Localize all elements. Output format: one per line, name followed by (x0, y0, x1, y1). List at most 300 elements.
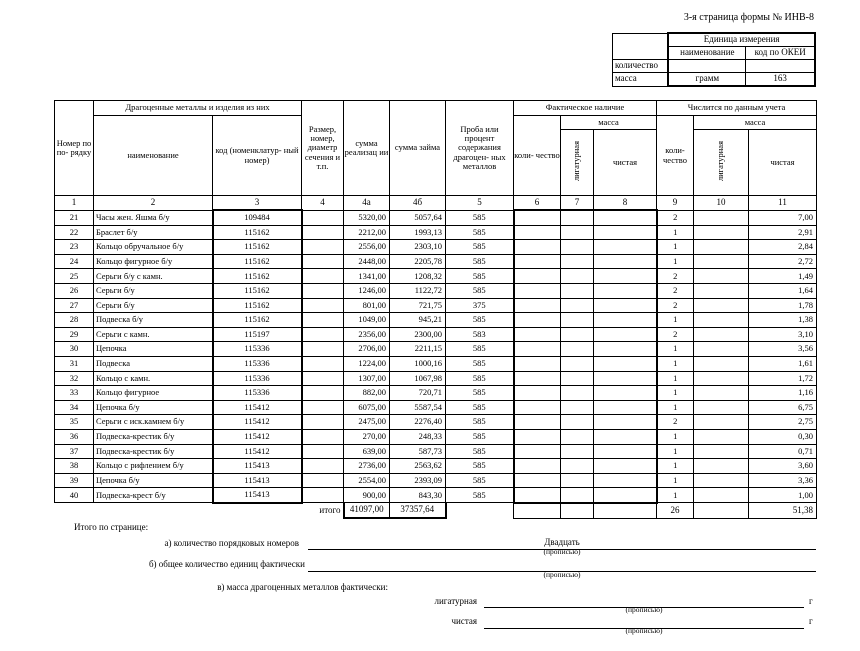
table-row (55, 240, 817, 255)
table-row (55, 298, 817, 313)
column-number: 4 (302, 196, 344, 211)
item-size (302, 386, 344, 401)
actual-ligature (561, 283, 594, 298)
sale-sum: 2356,00 (344, 327, 390, 342)
ligature (694, 225, 749, 240)
sale-sum: 1307,00 (344, 371, 390, 386)
item-size (302, 356, 344, 371)
actual-qty (514, 269, 561, 284)
loan-sum: 2300,00 (390, 327, 446, 342)
assay: 585 (446, 210, 514, 225)
assay: 585 (446, 459, 514, 474)
item-size (302, 283, 344, 298)
pure: 1,49 (749, 269, 817, 284)
actual-pure (594, 240, 657, 255)
item-code: 115162 (213, 254, 302, 269)
item-size (302, 210, 344, 225)
item-code: 115336 (213, 371, 302, 386)
item-name: Часы жен. Яшма б/у (94, 210, 213, 225)
pure-gram: г (809, 616, 813, 626)
item-name: Подвеска-крест б/у (94, 488, 213, 503)
row-number: 25 (55, 269, 94, 284)
item-size (302, 459, 344, 474)
ligature (694, 459, 749, 474)
ligature (694, 400, 749, 415)
table-row (55, 356, 817, 371)
table-row (55, 225, 817, 240)
actual-qty (514, 415, 561, 430)
actual-pure (594, 415, 657, 430)
units-row-qty-label: количество (613, 60, 669, 73)
item-code: 115197 (213, 327, 302, 342)
actual-ligature (561, 488, 594, 503)
totals-pure: 51,38 (749, 503, 817, 519)
column-number: 8 (594, 196, 657, 211)
actual-ligature (561, 313, 594, 328)
table-row (55, 444, 817, 459)
column-number: 4а (344, 196, 390, 211)
qty: 1 (657, 240, 694, 255)
actual-pure (594, 429, 657, 444)
item-code: 115162 (213, 283, 302, 298)
item-code: 115336 (213, 356, 302, 371)
assay: 585 (446, 415, 514, 430)
ligature (694, 327, 749, 342)
pure: 1,78 (749, 298, 817, 313)
row-number: 24 (55, 254, 94, 269)
table-row (55, 371, 817, 386)
header-size: Размер, номер, диаметр сечения и т.п. (302, 101, 344, 196)
row-number: 22 (55, 225, 94, 240)
units-header: Единица измерения (668, 33, 815, 47)
table-row (55, 327, 817, 342)
actual-qty (514, 254, 561, 269)
loan-sum: 721,75 (390, 298, 446, 313)
row-number: 37 (55, 444, 94, 459)
column-number: 2 (94, 196, 213, 211)
assay: 585 (446, 488, 514, 503)
actual-ligature (561, 429, 594, 444)
actual-ligature (561, 356, 594, 371)
sale-sum: 2475,00 (344, 415, 390, 430)
table-row (55, 429, 817, 444)
actual-pure (594, 444, 657, 459)
row-number: 35 (55, 415, 94, 430)
pure-in-words: (прописью) (625, 626, 663, 635)
loan-sum: 2393,09 (390, 473, 446, 488)
table-row (55, 342, 817, 357)
item-code: 115162 (213, 225, 302, 240)
qty: 2 (657, 283, 694, 298)
loan-sum: 945,21 (390, 313, 446, 328)
pure: 1,61 (749, 356, 817, 371)
actual-ligature (561, 269, 594, 284)
item-code: 115413 (213, 459, 302, 474)
column-number: 6 (514, 196, 561, 211)
item-name: Кольцо с камн. (94, 371, 213, 386)
loan-sum: 720,71 (390, 386, 446, 401)
header-qty-accounting: коли- чество (657, 116, 694, 196)
actual-qty (514, 327, 561, 342)
item-code: 115412 (213, 415, 302, 430)
actual-ligature (561, 342, 594, 357)
item-name: Кольцо фигурное б/у (94, 254, 213, 269)
table-row (55, 254, 817, 269)
pure: 3,56 (749, 342, 817, 357)
column-number: 5 (446, 196, 514, 211)
item-code: 115162 (213, 313, 302, 328)
assay: 585 (446, 444, 514, 459)
item-name: Кольцо обручальное б/у (94, 240, 213, 255)
item-code: 115336 (213, 386, 302, 401)
sale-sum: 2554,00 (344, 473, 390, 488)
actual-ligature (561, 415, 594, 430)
qty: 1 (657, 473, 694, 488)
loan-sum: 1122,72 (390, 283, 446, 298)
assay: 585 (446, 313, 514, 328)
sale-sum: 882,00 (344, 386, 390, 401)
column-number: 1 (55, 196, 94, 211)
item-size (302, 415, 344, 430)
qty: 2 (657, 327, 694, 342)
loan-sum: 2303,10 (390, 240, 446, 255)
item-name: Подвеска (94, 356, 213, 371)
actual-pure (594, 371, 657, 386)
assay: 583 (446, 327, 514, 342)
actual-qty (514, 386, 561, 401)
totals-actual-pure (594, 503, 657, 519)
item-size (302, 240, 344, 255)
a-in-words: (прописью) (543, 547, 581, 556)
ligature (694, 473, 749, 488)
item-size (302, 371, 344, 386)
header-sale-sum: сумма реализац ии (344, 101, 390, 196)
table-row (55, 400, 817, 415)
item-size (302, 254, 344, 269)
qty: 2 (657, 210, 694, 225)
ligature (694, 386, 749, 401)
item-name: Серьги с камн. (94, 327, 213, 342)
ligature (694, 283, 749, 298)
ligature (694, 313, 749, 328)
table-row (55, 210, 817, 225)
column-number: 10 (694, 196, 749, 211)
actual-qty (514, 473, 561, 488)
item-name: Браслет б/у (94, 225, 213, 240)
row-number: 29 (55, 327, 94, 342)
actual-qty (514, 342, 561, 357)
ligature (694, 210, 749, 225)
actual-pure (594, 356, 657, 371)
header-mass-accounting: масса (694, 116, 817, 130)
item-code: 115162 (213, 269, 302, 284)
sale-sum: 1246,00 (344, 283, 390, 298)
assay: 585 (446, 240, 514, 255)
item-size (302, 400, 344, 415)
item-name: Подвеска б/у (94, 313, 213, 328)
pure: 6,75 (749, 400, 817, 415)
sale-sum: 1341,00 (344, 269, 390, 284)
sale-sum: 1224,00 (344, 356, 390, 371)
totals-ligature (694, 503, 749, 519)
row-number: 30 (55, 342, 94, 357)
item-size (302, 298, 344, 313)
actual-qty (514, 429, 561, 444)
pure: 7,00 (749, 210, 817, 225)
column-number: 9 (657, 196, 694, 211)
actual-pure (594, 254, 657, 269)
loan-sum: 2563,62 (390, 459, 446, 474)
actual-qty (514, 298, 561, 313)
qty: 1 (657, 225, 694, 240)
actual-qty (514, 283, 561, 298)
header-row-no: Номер по по- рядку (55, 101, 94, 196)
actual-qty (514, 210, 561, 225)
units-table (612, 32, 816, 87)
actual-ligature (561, 386, 594, 401)
header-loan-sum: сумма займа (390, 101, 446, 196)
row-number: 38 (55, 459, 94, 474)
actual-pure (594, 386, 657, 401)
table-row (55, 313, 817, 328)
item-name: Цепочка б/у (94, 400, 213, 415)
loan-sum: 1208,32 (390, 269, 446, 284)
actual-ligature (561, 298, 594, 313)
column-number: 7 (561, 196, 594, 211)
item-name: Подвеска-крестик б/у (94, 444, 213, 459)
qty: 1 (657, 400, 694, 415)
row-number: 26 (55, 283, 94, 298)
table-row (55, 488, 817, 503)
actual-qty (514, 488, 561, 503)
assay: 585 (446, 400, 514, 415)
actual-ligature (561, 240, 594, 255)
pure: 1,16 (749, 386, 817, 401)
pure: 0,71 (749, 444, 817, 459)
ligature (694, 444, 749, 459)
sale-sum: 2212,00 (344, 225, 390, 240)
row-number: 39 (55, 473, 94, 488)
sale-sum: 1049,00 (344, 313, 390, 328)
actual-pure (594, 473, 657, 488)
ligature (694, 269, 749, 284)
actual-ligature (561, 225, 594, 240)
qty: 1 (657, 254, 694, 269)
item-name: Цепочка (94, 342, 213, 357)
totals-qty: 26 (657, 503, 694, 519)
table-row (55, 386, 817, 401)
actual-pure (594, 327, 657, 342)
units-mass-okei: 163 (746, 73, 815, 87)
qty: 1 (657, 342, 694, 357)
qty: 1 (657, 429, 694, 444)
assay: 585 (446, 371, 514, 386)
pure: 0,30 (749, 429, 817, 444)
totals-actual-ligature (561, 503, 594, 519)
loan-sum: 1993,13 (390, 225, 446, 240)
qty: 1 (657, 459, 694, 474)
item-name: Подвеска-крестик б/у (94, 429, 213, 444)
loan-sum: 2211,15 (390, 342, 446, 357)
pure-label: чистая (451, 616, 477, 626)
inventory-table (54, 100, 817, 519)
header-accounting-group: Числится по данным учета (657, 101, 817, 116)
ligature (694, 240, 749, 255)
loan-sum: 2205,78 (390, 254, 446, 269)
qty: 1 (657, 313, 694, 328)
actual-ligature (561, 473, 594, 488)
pure: 1,64 (749, 283, 817, 298)
item-name: Серьги б/у (94, 283, 213, 298)
assay: 585 (446, 254, 514, 269)
item-name: Серьги б/у (94, 298, 213, 313)
units-col-okei: код по ОКЕИ (746, 47, 815, 60)
units-qty-name (668, 60, 746, 73)
pure: 3,10 (749, 327, 817, 342)
loan-sum: 2276,40 (390, 415, 446, 430)
item-size (302, 488, 344, 503)
assay: 585 (446, 386, 514, 401)
loan-sum: 1000,16 (390, 356, 446, 371)
item-size (302, 327, 344, 342)
pure: 3,60 (749, 459, 817, 474)
actual-ligature (561, 254, 594, 269)
pure: 2,91 (749, 225, 817, 240)
header-ligature-actual: лигатурная (561, 130, 594, 196)
table-row (55, 459, 817, 474)
table-row (55, 473, 817, 488)
b-in-words: (прописью) (543, 570, 581, 579)
totals-row (55, 503, 817, 519)
loan-sum: 248,33 (390, 429, 446, 444)
actual-ligature (561, 400, 594, 415)
a-label: а) количество порядковых номеров (164, 538, 299, 548)
actual-pure (594, 283, 657, 298)
pure: 1,72 (749, 371, 817, 386)
item-size (302, 269, 344, 284)
actual-qty (514, 225, 561, 240)
assay: 585 (446, 429, 514, 444)
units-row-mass-label: масса (613, 73, 669, 87)
sale-sum: 639,00 (344, 444, 390, 459)
actual-qty (514, 240, 561, 255)
row-number: 36 (55, 429, 94, 444)
ligature (694, 488, 749, 503)
ligature (694, 298, 749, 313)
header-code: код (номенклатур- ный номер) (213, 116, 302, 196)
loan-sum: 587,73 (390, 444, 446, 459)
pure: 2,75 (749, 415, 817, 430)
ligature-label: лигатурная (434, 596, 477, 606)
units-qty-okei (746, 60, 815, 73)
actual-qty (514, 459, 561, 474)
actual-qty (514, 400, 561, 415)
item-code: 115336 (213, 342, 302, 357)
pure: 3,36 (749, 473, 817, 488)
actual-ligature (561, 459, 594, 474)
item-size (302, 429, 344, 444)
actual-pure (594, 400, 657, 415)
item-size (302, 473, 344, 488)
item-name: Цепочка б/у (94, 473, 213, 488)
actual-ligature (561, 371, 594, 386)
row-number: 33 (55, 386, 94, 401)
item-code: 115412 (213, 444, 302, 459)
pure: 1,00 (749, 488, 817, 503)
ligature (694, 356, 749, 371)
loan-sum: 1067,98 (390, 371, 446, 386)
header-pure-accounting: чистая (749, 130, 817, 196)
page-total-label: Итого по странице: (74, 522, 149, 532)
row-number: 27 (55, 298, 94, 313)
actual-ligature (561, 210, 594, 225)
header-actual-group: Фактическое наличие (514, 101, 657, 116)
ligature (694, 371, 749, 386)
item-code: 109484 (213, 210, 302, 225)
assay: 585 (446, 269, 514, 284)
row-number: 21 (55, 210, 94, 225)
actual-pure (594, 210, 657, 225)
actual-qty (514, 444, 561, 459)
item-name: Серьги с иск.камнем б/у (94, 415, 213, 430)
loan-sum: 5587,54 (390, 400, 446, 415)
header-pure-actual: чистая (594, 130, 657, 196)
item-size (302, 444, 344, 459)
item-size (302, 225, 344, 240)
sale-sum: 5320,00 (344, 210, 390, 225)
assay: 375 (446, 298, 514, 313)
item-code: 115162 (213, 240, 302, 255)
pure: 2,72 (749, 254, 817, 269)
loan-sum: 5057,64 (390, 210, 446, 225)
actual-pure (594, 298, 657, 313)
header-assay: Проба или процент содержания драгоцен- ных металлов (446, 101, 514, 196)
row-number: 34 (55, 400, 94, 415)
item-name: Кольцо с рифлением б/у (94, 459, 213, 474)
item-code: 115412 (213, 400, 302, 415)
actual-ligature (561, 444, 594, 459)
sale-sum: 2556,00 (344, 240, 390, 255)
row-number: 40 (55, 488, 94, 503)
sale-sum: 2448,00 (344, 254, 390, 269)
item-code: 115413 (213, 473, 302, 488)
assay: 585 (446, 473, 514, 488)
header-name: наименование (94, 116, 213, 196)
item-name: Серьги б/у с камн. (94, 269, 213, 284)
actual-pure (594, 342, 657, 357)
qty: 1 (657, 444, 694, 459)
qty: 1 (657, 356, 694, 371)
a-value: Двадцать (544, 537, 580, 547)
ligature (694, 342, 749, 357)
assay: 585 (446, 283, 514, 298)
item-code: 115162 (213, 298, 302, 313)
loan-sum: 843,30 (390, 488, 446, 503)
actual-qty (514, 356, 561, 371)
assay: 585 (446, 225, 514, 240)
actual-qty (514, 313, 561, 328)
header-mass-actual: масса (561, 116, 657, 130)
assay: 585 (446, 356, 514, 371)
item-code: 115413 (213, 488, 302, 503)
table-row (55, 269, 817, 284)
qty: 2 (657, 269, 694, 284)
row-number: 31 (55, 356, 94, 371)
sale-sum: 270,00 (344, 429, 390, 444)
c-label: в) масса драгоценных металлов фактически: (217, 582, 388, 592)
row-number: 28 (55, 313, 94, 328)
column-number: 11 (749, 196, 817, 211)
